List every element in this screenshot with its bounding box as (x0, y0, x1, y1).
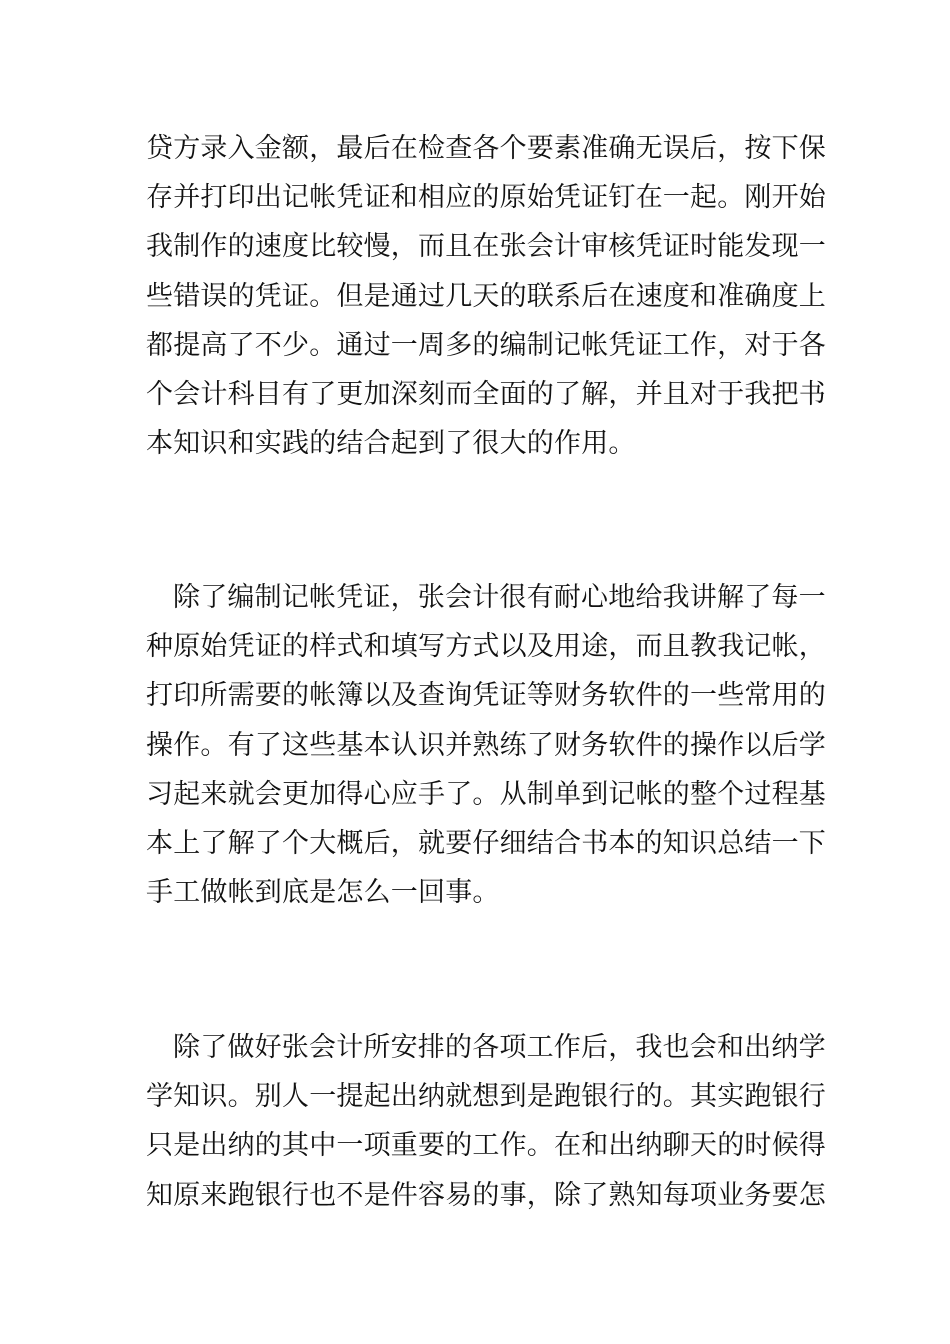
paragraph-3 (146, 1023, 826, 1220)
text-line: 打印所需要的帐簿以及查询凭证等财务软件的一些常用的 (146, 680, 826, 712)
paragraph-1 (146, 124, 826, 468)
text-line: 个会计科目有了更加深刻而全面的了解，并且对于我把书 (146, 378, 826, 410)
text-line: 只是出纳的其中一项重要的工作。在和出纳聊天的时候得 (146, 1130, 826, 1162)
text-line: 种原始凭证的样式和填写方式以及用途，而且教我记帐， (146, 631, 826, 663)
text-line: 除了做好张会计所安排的各项工作后，我也会和出纳学 (173, 1032, 826, 1063)
text-line: 都提高了不少。通过一周多的编制记帐凭证工作，对于各 (146, 329, 826, 361)
text-line: 本知识和实践的结合起到了很大的作用。 (146, 428, 636, 460)
text-line: 存并打印出记帐凭证和相应的原始凭证钉在一起。刚开始 (146, 182, 826, 214)
text-line: 我制作的速度比较慢，而且在张会计审核凭证时能发现一 (146, 231, 826, 263)
text-line: 贷方录入金额，最后在检查各个要素准确无误后，按下保 (146, 133, 826, 164)
text-line: 除了编制记帐凭证，张会计很有耐心地给我讲解了每一 (173, 582, 826, 613)
text-line: 些错误的凭证。但是通过几天的联系后在速度和准确度上 (146, 280, 826, 312)
text-line: 操作。有了这些基本认识并熟练了财务软件的操作以后学 (146, 729, 826, 761)
text-line: 学知识。别人一提起出纳就想到是跑银行的。其实跑银行 (146, 1081, 826, 1113)
text-line: 本上了解了个大概后，就要仔细结合书本的知识总结一下 (146, 827, 826, 859)
paragraph-2 (146, 573, 826, 917)
text-line: 知原来跑银行也不是件容易的事，除了熟知每项业务要怎 (146, 1179, 826, 1211)
text-line: 手工做帐到底是怎么一回事。 (146, 877, 500, 909)
text-line: 习起来就会更加得心应手了。从制单到记帐的整个过程基 (146, 778, 826, 810)
